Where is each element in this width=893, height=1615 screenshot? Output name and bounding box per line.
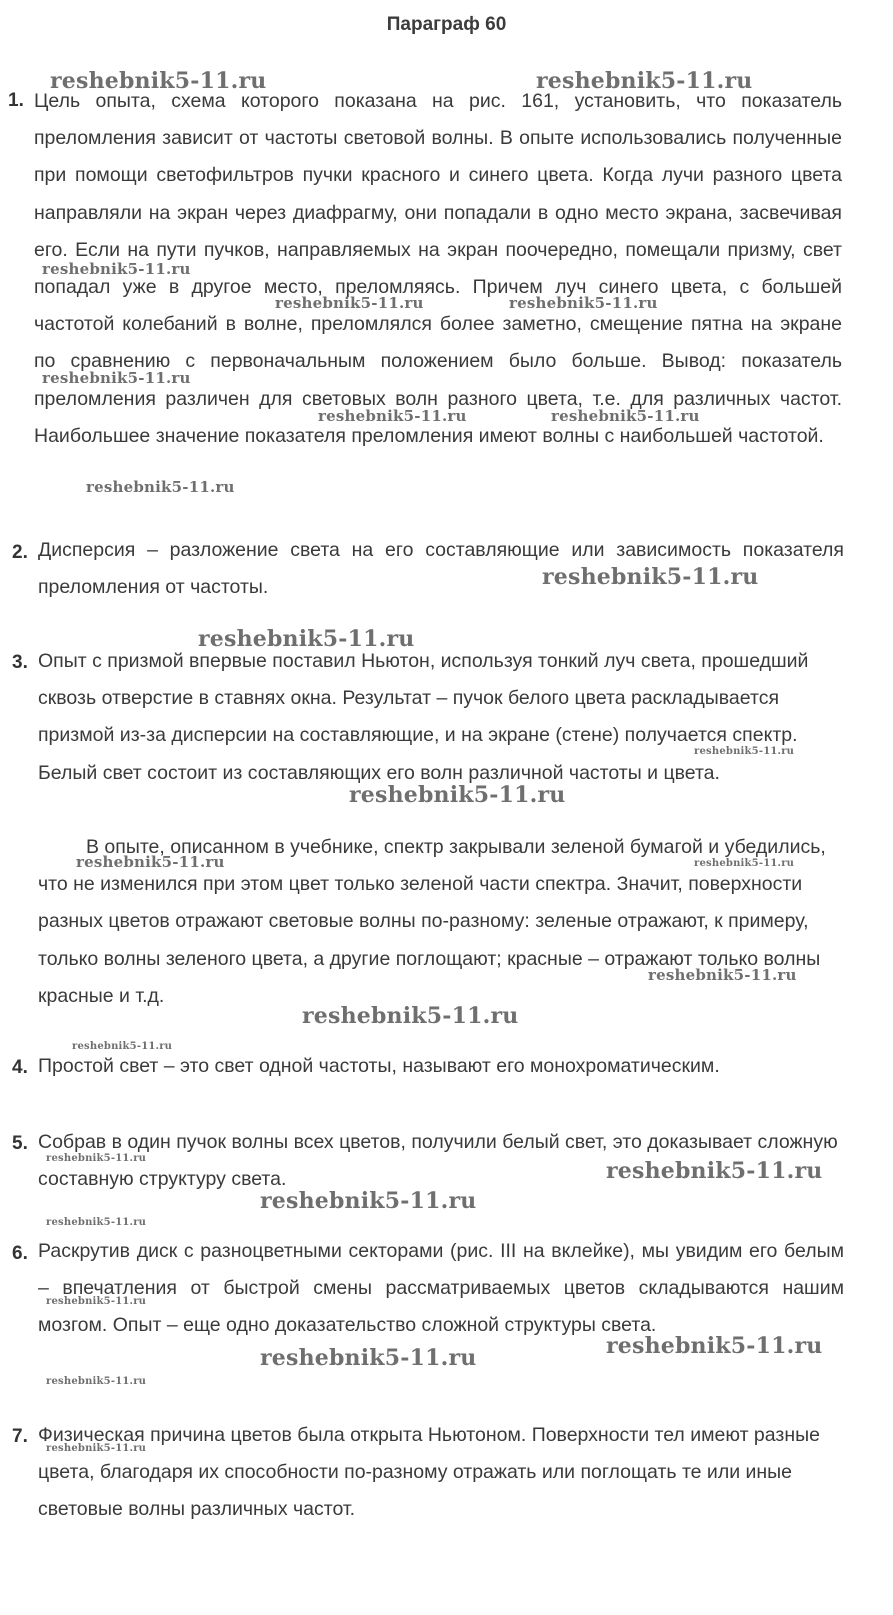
watermark: reshebnik5-11.ru bbox=[260, 1188, 477, 1214]
watermark: reshebnik5-11.ru bbox=[509, 294, 658, 312]
watermark: reshebnik5-11.ru bbox=[42, 260, 191, 278]
watermark: reshebnik5-11.ru bbox=[318, 407, 467, 425]
page-title: Параграф 60 bbox=[386, 14, 507, 35]
watermark: reshebnik5-11.ru bbox=[551, 407, 700, 425]
watermark: reshebnik5-11.ru bbox=[46, 1217, 147, 1228]
item-number: 1. bbox=[8, 90, 24, 111]
item-paragraph: Дисперсия – разложение света на его составляющие или зависимость показателя преломления от частоты. bbox=[38, 539, 844, 599]
item-number: 6. bbox=[12, 1243, 28, 1264]
item-number: 2. bbox=[12, 542, 28, 563]
watermark: reshebnik5-11.ru bbox=[46, 1153, 147, 1164]
watermark: reshebnik5-11.ru bbox=[46, 1376, 147, 1387]
watermark: reshebnik5-11.ru bbox=[606, 1333, 823, 1359]
item-number: 3. bbox=[12, 652, 28, 673]
watermark: reshebnik5-11.ru bbox=[46, 1296, 147, 1307]
item-number: 5. bbox=[12, 1133, 28, 1154]
watermark: reshebnik5-11.ru bbox=[302, 1003, 519, 1029]
watermark: reshebnik5-11.ru bbox=[72, 1041, 173, 1052]
watermark: reshebnik5-11.ru bbox=[536, 68, 753, 94]
watermark: reshebnik5-11.ru bbox=[275, 294, 424, 312]
watermark: reshebnik5-11.ru bbox=[694, 746, 795, 757]
item-paragraph: Собрав в один пучок волны всех цветов, получили белый свет, это доказывает сложную составную структуру света. bbox=[38, 1131, 838, 1191]
watermark: reshebnik5-11.ru bbox=[349, 782, 566, 808]
watermark: reshebnik5-11.ru bbox=[76, 853, 225, 871]
item-number: 4. bbox=[12, 1057, 28, 1078]
watermark: reshebnik5-11.ru bbox=[42, 369, 191, 387]
watermark: reshebnik5-11.ru bbox=[86, 478, 235, 496]
watermark: reshebnik5-11.ru bbox=[260, 1345, 477, 1371]
item-paragraph: Цель опыта, схема которого показана на рис. 161, установить, что показатель преломления зависит от частоты световой волны. В опыте использовались полученные при помощи светофильтров пучки красного и синего цвета. Когда лучи разного цвета направляли на экран через диафрагму, они попадали в одно место экрана, засвечивая его. Если на пути пучков, направляемых на экран поочередно, помещали призму, свет попадал уже в другое место, преломляясь. Причем луч синего цвета, с большей частотой колебаний в волне, преломлялся более заметно, смещение пятна на экране по сравнению с первоначальным положением было больше. Вывод: показатель преломления различен для световых волн разного цвета, т.е. для различных частот. Наибольшее значение показателя преломления имеют волны с наибольшей частотой. bbox=[34, 90, 842, 447]
item-paragraph: Опыт с призмой впервые поставил Ньютон, используя тонкий луч света, прошедший сквозь отверстие в ставнях окна. Результат – пучок белого цвета раскладывается призмой из-за дисперсии на составляющие, и на экране (стене) получается спектр. Белый свет состоит из составляющих его волн различной частоты и цвета. bbox=[38, 650, 809, 784]
watermark: reshebnik5-11.ru bbox=[198, 626, 415, 652]
item-number: 7. bbox=[12, 1426, 28, 1447]
watermark: reshebnik5-11.ru bbox=[606, 1158, 823, 1184]
watermark: reshebnik5-11.ru bbox=[46, 1443, 147, 1454]
item-paragraph: Простой свет – это свет одной частоты, называют его монохроматическим. bbox=[38, 1055, 720, 1077]
watermark: reshebnik5-11.ru bbox=[50, 68, 267, 94]
item-paragraph: Физическая причина цветов была открыта Ньютоном. Поверхности тел имеют разные цвета, благодаря их способности по-разному отражать или поглощать те или иные световые волны различных частот. bbox=[38, 1424, 820, 1521]
watermark: reshebnik5-11.ru bbox=[694, 858, 795, 869]
item-paragraph: Раскрутив диск с разноцветными секторами (рис. III на вклейке), мы увидим его белым – впечатления от быстрой смены рассматриваемых цветов складываются нашим мозгом. Опыт – еще одно доказательство сложной структуры света. bbox=[38, 1240, 844, 1337]
watermark: reshebnik5-11.ru bbox=[648, 966, 797, 984]
watermark: reshebnik5-11.ru bbox=[542, 564, 759, 590]
item-paragraph: В опыте, описанном в учебнике, спектр закрывали зеленой бумагой и убедились, что не изменился при этом цвет только зеленой части спектра. Значит, поверхности разных цветов отражают световые волны по-разному: зеленые отражают, к примеру, только волны зеленого цвета, а другие поглощают; красные – отражают только волны красные и т.д. bbox=[38, 836, 826, 1007]
